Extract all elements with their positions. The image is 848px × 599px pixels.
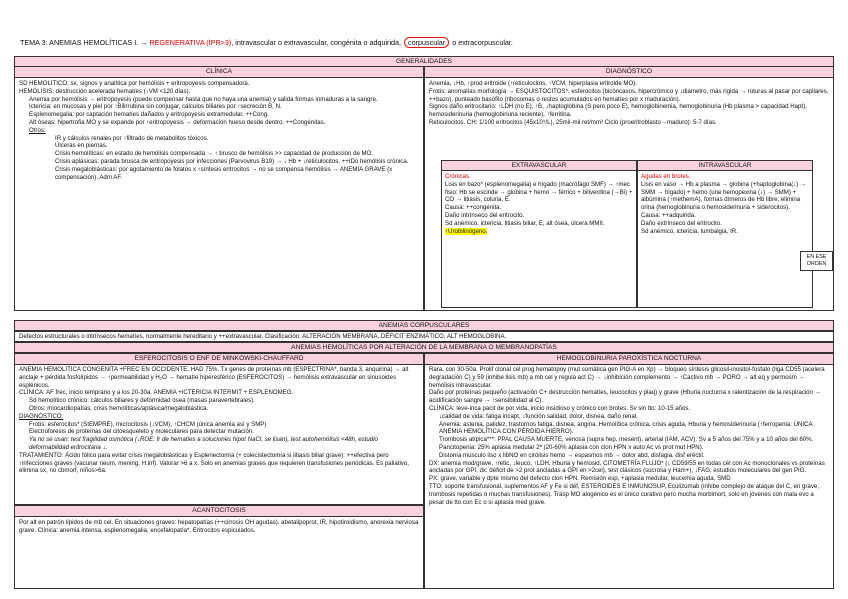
clinica-line: IR y cálculos renales por ↑filtrado de metabolitos tóxicos. <box>55 134 209 142</box>
title-circled-word: corpuscular <box>404 37 449 48</box>
diag-line: Frotis: anomalías morfología → ESQUISTOCITOS*, esferocitos (bicóncavos, hipercrómico y ↓diámetro, más rígida → roturas al pasar por capilares, ++bazo), punteado basófilo (ribosomas o restos acumulados en hematíes por x maduración). <box>429 87 829 103</box>
clinica-line: HEMÓLISIS: destrucción acelerada hematíes (↓VM <120 días). <box>19 87 191 95</box>
clinica-panel <box>14 66 424 311</box>
clinica-line: Crisis aplásicas: parada brusca de eritropoyesis por infecciones (Parvovirus B19) → ↓ Hb + ↓reticulocitos. ++IDo hemólisis crónica. <box>55 157 409 165</box>
clinica-line: Esplenomegalia: por captación hematíes dañados y eritropoyesis extramedular. ++Cong. <box>29 111 269 119</box>
document-title <box>20 37 830 48</box>
intravascular-header: INTRAVASCULAR <box>638 161 812 171</box>
acantocitosis-text: Por alt en patrón lípidos de mb cel. En situaciones graves: hepatopatías (++cirrosis OH agudas), abetalipoprot, IR, hipotiroidismo, anorexia nerviosa grave. Clínica: anemia intensa, esplenomegalia, encefalopatía*. Eritrocitos espiculados. <box>19 519 419 534</box>
title-regenerativa: REGENERATIVA (IPR>3) <box>149 38 232 47</box>
esfero-line: ANEMIA HEMOLÍTICA CONGÉNITA +FREC EN OCCIDENTE. HAD 75%. Tx genes de proteínas mb (ESPECTRINA*, banda 3, anquirina) → alt anclaje + pérdida fosfolípidos → ↑permeabilidad y H₂O → hematíe hiperesférico (ESFEROCITOS) → hemólisis extravascular en sinusoides esplénicos. <box>19 366 409 389</box>
membranopatias-bar: ANEMIAS HEMOLÍTICAS POR ALTERACIÓN DE LA MEMBRANA O MEMBRANOPATÍAS <box>14 342 834 353</box>
intra-line: Daño extrínseco del eritrocito. <box>641 219 722 227</box>
title-mid: , intravascular o extravascular, congénita o adquirida, <box>231 38 402 47</box>
title-prefix: TEMA 3: ANEMIAS HEMOLÍTICAS I. <box>20 38 139 47</box>
extra-line: Crónicas. <box>445 173 471 180</box>
hpn-line: Daño por proteínas pequeño (activación C+ destrucción hematíes, leucocitos y plaq) y grave (Hburia nocturna x ralentización de la respiración → acidificación sangre → ↑sensibilidad al C). <box>429 389 821 405</box>
extra-line: Sd anémico, ictericia, litiasis biliar, E, alt ósea, úlcera MMII. <box>445 219 605 227</box>
esferocitosis-text <box>19 366 419 475</box>
hpn-line: CLÍNICA: leve-inca pacit de por vida, inicio insidioso y crónico con brotes. Sv sin tto: 10-15 años. <box>429 404 691 412</box>
extra-line: ↑Urobilinógeno. <box>445 227 488 235</box>
hpn-line: Distonía músculo liso x libNO en cirólisis hemo → espasmos mb → dolor abd, disfagia, disf eréctil. <box>439 451 705 459</box>
esferocitosis-header: ESFEROCITOSIS O ENF DE MINKOWSKI-CHAUFFARD <box>15 354 423 365</box>
corpusculares-bar: ANEMIAS CORPUSCULARES <box>14 320 834 331</box>
acantocitosis-header: ACANTOCITOSIS <box>15 506 423 517</box>
diagnostico-text <box>429 80 829 127</box>
intra-line: Agudas en brotes. <box>641 173 691 180</box>
clinica-line: Crisis megaloblásticas: por agotamiento de folatos x ↑síntesis eritrocitos → no se compensa hemólisis → ANEMIA GRAVE (x compensación). Adm AF. <box>55 165 393 181</box>
clinica-line: Ictericia: en mucosas y piel por ↑Bilirrubina sin conjugar, cálculos biliares por ↑secreción B, N. <box>29 103 282 111</box>
clinica-line: Otros: <box>29 126 46 134</box>
esfero-line: Sd hemolítico crónico: cálculos biliares y deformidad ósea (masas paravertebrales). <box>29 397 255 405</box>
intravascular-table <box>637 160 813 308</box>
extravascular-table <box>441 160 637 308</box>
en-ese-orden-note: EN ESE ORDEN <box>800 251 833 271</box>
hpn-text <box>429 366 829 506</box>
esferocitosis-panel <box>14 353 424 505</box>
clinica-line: Úlceras en piernas. <box>55 142 108 150</box>
diag-line: Signos daño eritrocitario: ↑LDH (no E), ↑B, ↓haptoglobina (S pero poco E), hemoglobinemia, hemoglobinuria (Hb plasma > capacidad Hapt), hemosiderinuria (hemoglobinuria reciente), ↑ferritina. <box>429 103 807 119</box>
title-suffix: o extracorpuscular. <box>452 38 513 47</box>
clinica-header: CLÍNICA <box>15 67 423 78</box>
clinica-line: SD HEMOLÍTICO: sx, signos y analítica por hemólisis + eritropoyesis compensadora. <box>19 80 250 87</box>
diagnostico-panel <box>424 66 834 311</box>
hpn-line: ↓calidad de vida: fatiga incapt, ↓función salidad, dolor, disnea, daño renal. <box>439 412 638 420</box>
clinica-line: Crisis hemolíticas: en estado de hemólisis compensada → ↑ brusco de hemólisis >> capacidad de producción de MO. <box>55 150 374 158</box>
esfero-line: Frotis: esferocitos* (SIEMPRE), microcitosis (↓VCM), ↑CHCM (única anemia así y SMP) <box>29 420 267 428</box>
generalidades-bar: GENERALIDADES <box>14 56 834 67</box>
hpn-line: Pancitopenia: 25% aplasia medular 2ª (20-60% aplasia con clon HPN x auto Ac vs prot mut HPN). <box>439 443 704 451</box>
diag-line: Reticulocitos. CH: 1/100 eritrocitos (45x10⁹/L), 25mil-mil ret/mm³ Ciclo (proeritroblasto→maduro): 5-7 días. <box>429 118 717 126</box>
clinica-line: Alt óseas: hipertrofia MO y se expande por ↑eritropoyesis → deformación hueso desde dentro. ++Congénitas. <box>29 118 326 126</box>
clinica-text <box>19 80 419 181</box>
esfero-line: Otros: miocardiopatías, crisis hemolíticas/aplásica/megaloblástica. <box>29 404 209 412</box>
hpn-line: DX: anemia mod/grave, ↑retic, ↓leuco, ↑LDH, Hburia y hemosid, CITOMETRÍA FLUJO* (↓ CD59/55 en todas cél con Ac monoclonales vs proteínas ancladas por GPI, dx: déficit de >2 prot ancladas a GPI en >2cel), test clásicos (sucrosa y Ham+), ↓FAG, estudios moleculares del gen PIG. <box>429 459 825 475</box>
hpn-line: Trombosis atípica***: PPAL CAUSA MUERTE, venosa (supra hep, mesent), arterial (IAM, ACV). Sv a 5 años del 75% y a 10 años del 60%. <box>439 436 814 444</box>
intra-line: Lisis en vaso → Hb a plasma → globina (+haptoglobina(↓) → SMM → hígado) + hemo (une hemopexina (↓) → SMM) + albúmina (↑methemA), formas dímeros de Hb libre, elimina orina (hemoglobinuria o hemosiderinuria + siderocitos). <box>641 180 807 212</box>
extra-line: Daño intrínseco del eritrocito. <box>445 211 525 219</box>
esfero-line: Electroforesis de proteínas del citoesqueleto y moleculares para detectar mutación. <box>29 428 254 436</box>
hpn-panel <box>424 353 834 589</box>
hpn-line: Anemia: astenia, palidez, trastornos fatiga, disnea, angina. Hemolítica crónica, crisis aguda, Hburia y hemosiderinuria (↑ferropenia: ÚNICA ANEMIA HEMOLÍTICA CON PÉRDIDA HIERRO). <box>439 420 813 436</box>
intravascular-text <box>638 171 812 237</box>
definition-line: Defectos estructurales o intrínsecos hematíes, normalmente hereditario y ++extravascular. Clasificación: ALTERACIÓN MEMBRANA, DÉFICIT ENZIMÁTICO, ALT HEMOGLOBINA. <box>14 331 834 342</box>
acantocitosis-panel <box>14 505 424 589</box>
extra-line: Lisis en bazo* (esplenomegalia) e hígado (macrófago SMF) → ↑mec fisio: Hb se escinde → globina + hemo → férrico + biliverdina (→Bi) + CO → litiasis, coluria, E. <box>445 180 633 204</box>
extravascular-header: EXTRAVASCULAR <box>442 161 636 171</box>
hpn-header: HEMOGLOBINURIA PAROXÍSTICA NOCTURNA <box>425 354 833 365</box>
arrow-icon: → <box>140 38 148 47</box>
intra-line: Causa: ++adquirida. <box>641 211 696 219</box>
extra-line: Causa: ++congénita. <box>445 204 502 212</box>
diagnostico-header: DIAGNÓSTICO <box>425 67 833 78</box>
intra-line: Sd anémico, ictericia, lumbalgia, IR. <box>641 227 738 235</box>
esfero-line: Ya no se usan: test fragilidad osmótica (↓ROE: fr de hematíes a soluciones hipot NaCl, se lisan), test autohemólisis <48h, estudio deformabilidad eritrocitaria ↓. <box>29 436 378 451</box>
clinica-line: Anemia por hemólisis → eritropoyesis (puede compensar hasta que no haya una anemia) y salida formas inmaduras a la sangre. <box>29 95 378 103</box>
hpn-line: TTO: soporte transfusional, suplementos AF y Fe si déf, ESTEROIDES E INMUNOSUP, Eculizumab (inhibe complejo de ataque del C, en grave, trombosis repetidas o muchas transfusiones). Trasp MO alogénico es el único curativo pero mucha morbimort, solo en jóvenes con mala evo a pesar de tto con Ec o si aplasia med grave. <box>429 482 819 506</box>
extravascular-text <box>442 171 636 237</box>
diag-line: Anemia, ↓Hb, ↑prod eritroide (↑reticulocitos, ↑VCM, hiperplasia eritroide MO). <box>429 80 637 87</box>
hpn-line: PX: grave, variable y dpte mismo del defecto clon HPN. Remisión esp, +aplasia medular, leucemia aguda, SMD <box>429 475 731 483</box>
esfero-line: TRATAMIENTO: Ácido fólico para evitar crisis megaloblásticas y Esplenectomía (+ colecistectomía si litiasis biliar grave): ++efectiva pero ↑infecciones graves (vacunar neum, mening, H.inf). Valorar >6 a x. Solo en anemias graves que requieren transfusiones periódicas. Es paliativo, elimina sx, no cbmorf, niños>6a. <box>19 451 409 475</box>
esfero-line: CLÍNICA: AF frec, inicio temprano y a los 20-30a. ANEMIA +ICTERICIA INTERMIT + ESPLENOMEG. <box>19 389 294 397</box>
esfero-line: DIAGNÓSTICO: <box>19 412 64 420</box>
hpn-line: Rara, con 30-50a. Prolif clonal cel prog hematopoy (mut somática gen PIG-A en Xp) → bloqueo síntesis glicosil-inositol-fosfato (liga CD55 (acelera degradación C) y 59 (inhibe lisis mb) a mb cel y regula act C) → ↓inhibición complemento → ↑Cactivo mb → PORO → alt eq y permosm → hemólisis intravascular. <box>429 366 825 389</box>
